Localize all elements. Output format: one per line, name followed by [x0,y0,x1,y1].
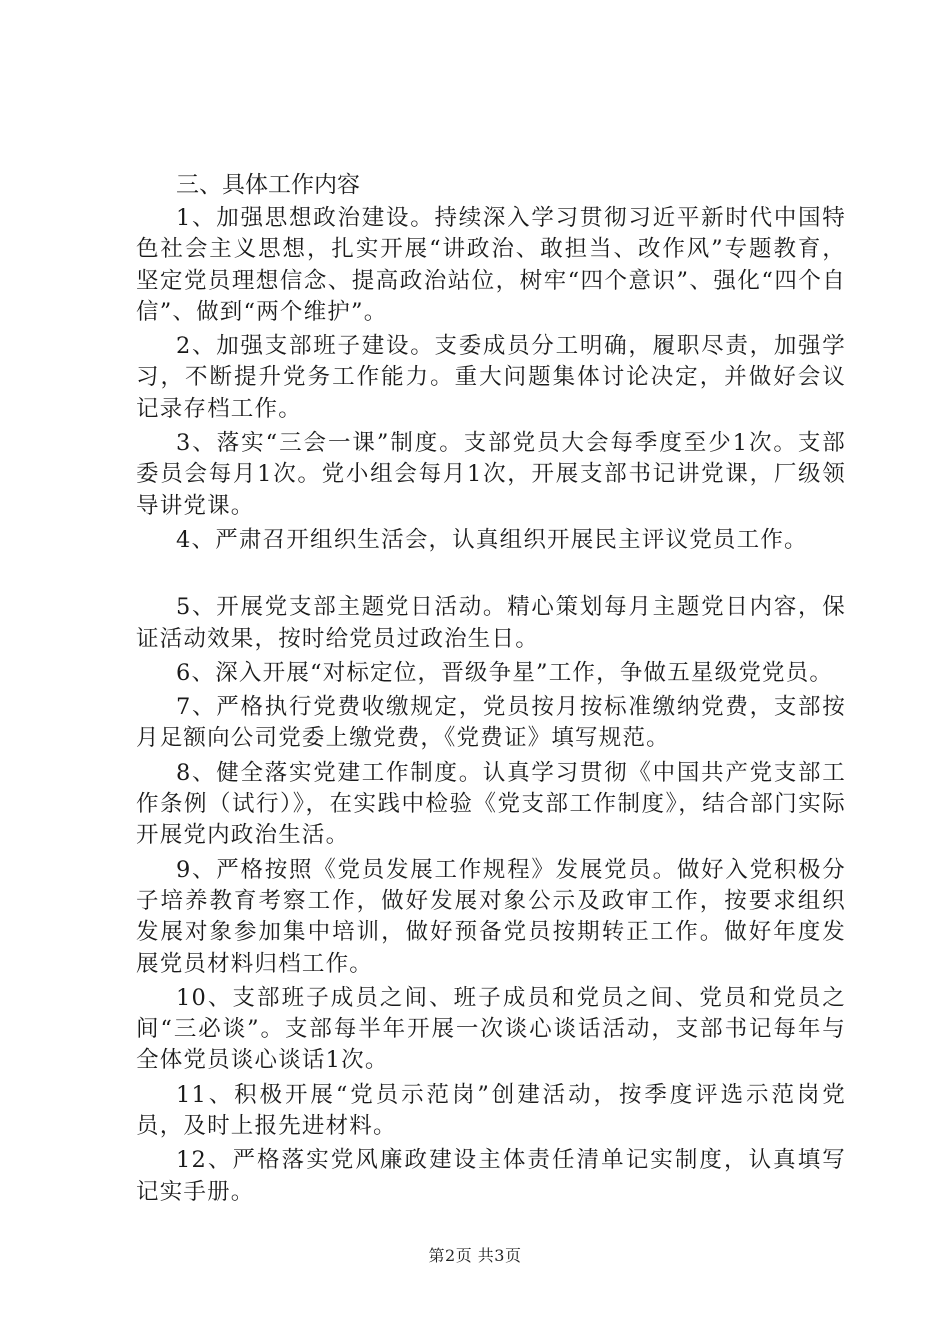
paragraph-8: 8、健全落实党建工作制度。认真学习贯彻《中国共产党支部工作条例（试行）》，在实践中检验《党支部工作制度》，结合部门实际开展党内政治生活。 [136,759,846,849]
section-heading: 三、具体工作内容 [176,172,360,198]
paragraph-5: 5、开展党支部主题党日活动。精心策划每月主题党日内容，保证活动效果，按时给党员过政治生日。 [136,594,846,652]
paragraph-7: 7、严格执行党费收缴规定，党员按月按标准缴纳党费，支部按月足额向公司党委上缴党费，《党费证》填写规范。 [136,694,846,752]
paragraph-1: 1、加强思想政治建设。持续深入学习贯彻习近平新时代中国特色社会主义思想，扎实开展“讲政治、敢担当、改作风”专题教育，坚定党员理想信念、提高政治站位，树牢“四个意识”、强化“四个自信”、做到“两个维护”。 [136,205,846,325]
paragraph-11: 11、积极开展“党员示范岗”创建活动，按季度评选示范岗党员，及时上报先进材料。 [136,1081,846,1140]
paragraph-2: 2、加强支部班子建设。支委成员分工明确，履职尽责，加强学习，不断提升党务工作能力。重大问题集体讨论决定，并做好会议记录存档工作。 [136,333,846,422]
paragraph-12: 12、严格落实党风廉政建设主体责任清单记实制度，认真填写记实手册。 [136,1147,846,1205]
paragraph-4: 4、严肃召开组织生活会，认真组织开展民主评议党员工作。 [176,526,808,553]
paragraph-6: 6、深入开展“对标定位，晋级争星”工作，争做五星级党党员。 [176,659,834,686]
paragraph-9: 9、严格按照《党员发展工作规程》发展党员。做好入党积极分子培养教育考察工作，做好发展对象公示及政审工作，按要求组织发展对象参加集中培训，做好预备党员按期转正工作。做好年度发展党员材料归档工作。 [136,856,846,977]
document-body [136,170,846,1211]
paragraph-10: 10、支部班子成员之间、班子成员和党员之间、党员和党员之间“三必谈”。支部每半年开展一次谈心谈话活动，支部书记每年与全体党员谈心谈话1次。 [136,984,846,1074]
page-footer: 第2页 共3页 [428,1246,522,1265]
paragraph-3: 3、落实“三会一课”制度。支部党员大会每季度至少1次。支部委员会每月1次。党小组会每月1次，开展支部书记讲党课，厂级领导讲党课。 [136,430,846,519]
